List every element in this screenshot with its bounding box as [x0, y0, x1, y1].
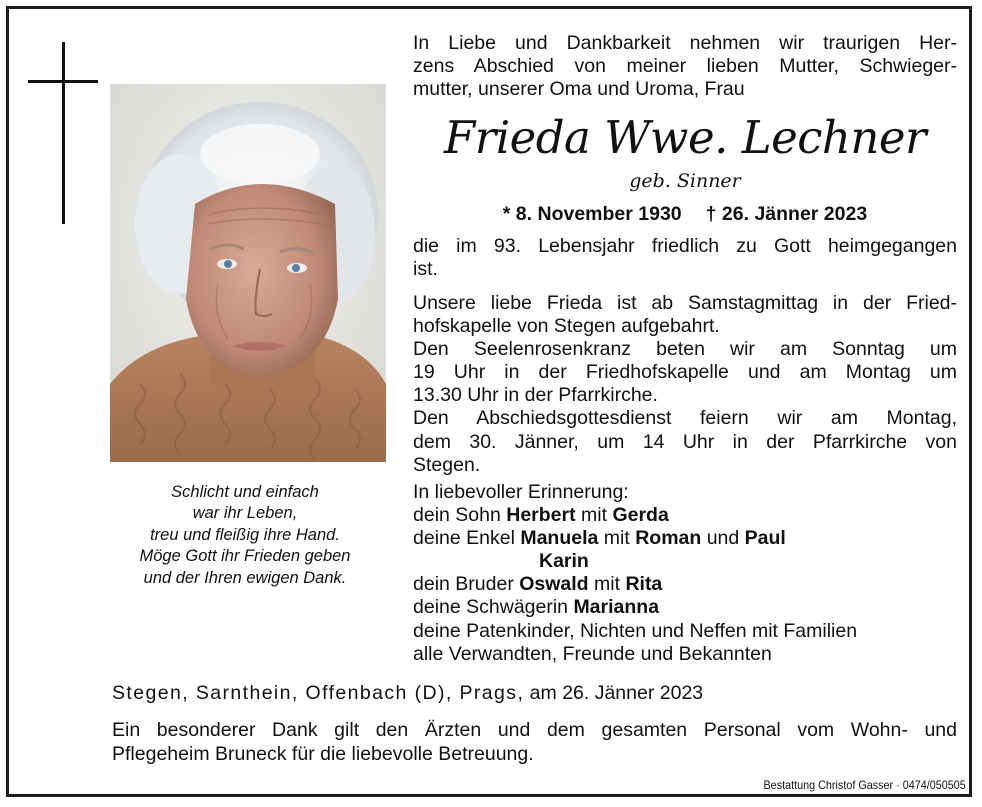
funeral-home-credit: Bestattung Christof Gasser · 0474/050505 — [763, 778, 966, 792]
family-relatives-line: alle Verwandten, Freunde und Bekannten — [413, 642, 772, 665]
lebensjahr-line: ist. — [413, 258, 438, 281]
family-brother-line — [413, 573, 957, 596]
poem-line: Möge Gott ihr Frieden geben — [139, 547, 351, 566]
lebensjahr-text — [413, 235, 957, 281]
family-label: dein Sohn — [413, 504, 507, 527]
details-line: Den Seelenrosenkranz beten wir am Sonntag um — [413, 338, 957, 361]
intro-text — [413, 32, 957, 101]
grandchild-name: Manuela — [520, 527, 599, 550]
family-label: dein Bruder — [413, 573, 520, 596]
poem — [100, 482, 390, 589]
family-label: deine Enkel — [413, 527, 521, 550]
son-name: Herbert — [506, 504, 576, 527]
details-line: Unsere liebe Frieda ist ab Samstagmittag in der Fried- — [413, 292, 957, 314]
sister-in-law-name: Marianna — [573, 596, 660, 619]
family-label: mit — [575, 504, 613, 527]
cross-icon — [62, 42, 65, 224]
brother-name: Oswald — [519, 573, 589, 596]
family-label: und — [701, 527, 745, 550]
poem-line: Schlicht und einfach — [171, 483, 319, 501]
poem-line: treu und fleißig ihre Hand. — [150, 525, 340, 544]
thanks-text — [112, 719, 957, 766]
place-date-text: am 26. Jänner 2023 — [524, 682, 704, 704]
family-label: deine Schwägerin — [413, 596, 574, 619]
family-heading: In liebevoller Erinnerung: — [413, 481, 629, 503]
death-date: † 26. Jänner 2023 — [705, 203, 868, 225]
brother-partner-name: Rita — [625, 573, 663, 596]
details-line: 19 Uhr in der Friedhofskapelle und am Montag um — [413, 361, 957, 384]
family-grandchild-line — [413, 550, 957, 573]
family-son-line — [413, 504, 957, 527]
details-line: 13.30 Uhr in der Pfarrkirche. — [413, 384, 658, 407]
birth-name: geb. Sinner — [629, 170, 741, 192]
place-towns: Stegen, Sarnthein, Offenbach (D), Prags, — [112, 682, 525, 704]
intro-line: In Liebe und Dankbarkeit nehmen wir traurigen Her- — [413, 32, 957, 54]
grandchild-partner-name: Roman — [635, 527, 702, 550]
birth-date: * 8. November 1930 — [502, 203, 682, 225]
family-label: mit — [598, 527, 636, 550]
details-line: dem 30. Jänner, um 14 Uhr in der Pfarrkirche von — [413, 430, 957, 453]
place-date — [112, 681, 703, 705]
details-line: hofskapelle von Stegen aufgebahrt. — [413, 315, 720, 338]
intro-line: zens Abschied von meiner lieben Mutter, Schwieger- — [413, 55, 957, 78]
cross-icon-bar — [28, 80, 98, 83]
thanks-line: Ein besonderer Dank gilt den Ärzten und dem gesamten Personal vom Wohn- und — [112, 719, 957, 741]
poem-line: war ihr Leben, — [192, 504, 298, 523]
family-grandchildren-line — [413, 527, 957, 550]
thanks-line: Pflegeheim Bruneck für die liebevolle Betreuung. — [112, 742, 534, 765]
life-dates — [413, 202, 957, 226]
portrait-photo — [110, 84, 386, 462]
son-partner-name: Gerda — [612, 504, 669, 527]
family-list — [413, 481, 957, 666]
lebensjahr-line: die im 93. Lebensjahr friedlich zu Gott heimgegangen — [413, 235, 957, 257]
funeral-details — [413, 292, 957, 477]
family-sister-in-law-line — [413, 596, 957, 619]
grandchild-name: Karin — [539, 550, 589, 573]
family-label: mit — [588, 573, 626, 596]
details-line: Stegen. — [413, 453, 481, 476]
family-godchildren-line: deine Patenkinder, Nichten und Neffen mit Familien — [413, 619, 858, 642]
poem-line: und der Ihren ewigen Dank. — [143, 568, 347, 587]
intro-line: mutter, unserer Oma und Uroma, Frau — [413, 78, 745, 101]
deceased-name: Frieda Wwe. Lechner — [443, 111, 927, 164]
details-line: Den Abschiedsgottesdienst feiern wir am Montag, — [413, 407, 957, 430]
great-grandchild-name: Paul — [744, 527, 786, 550]
